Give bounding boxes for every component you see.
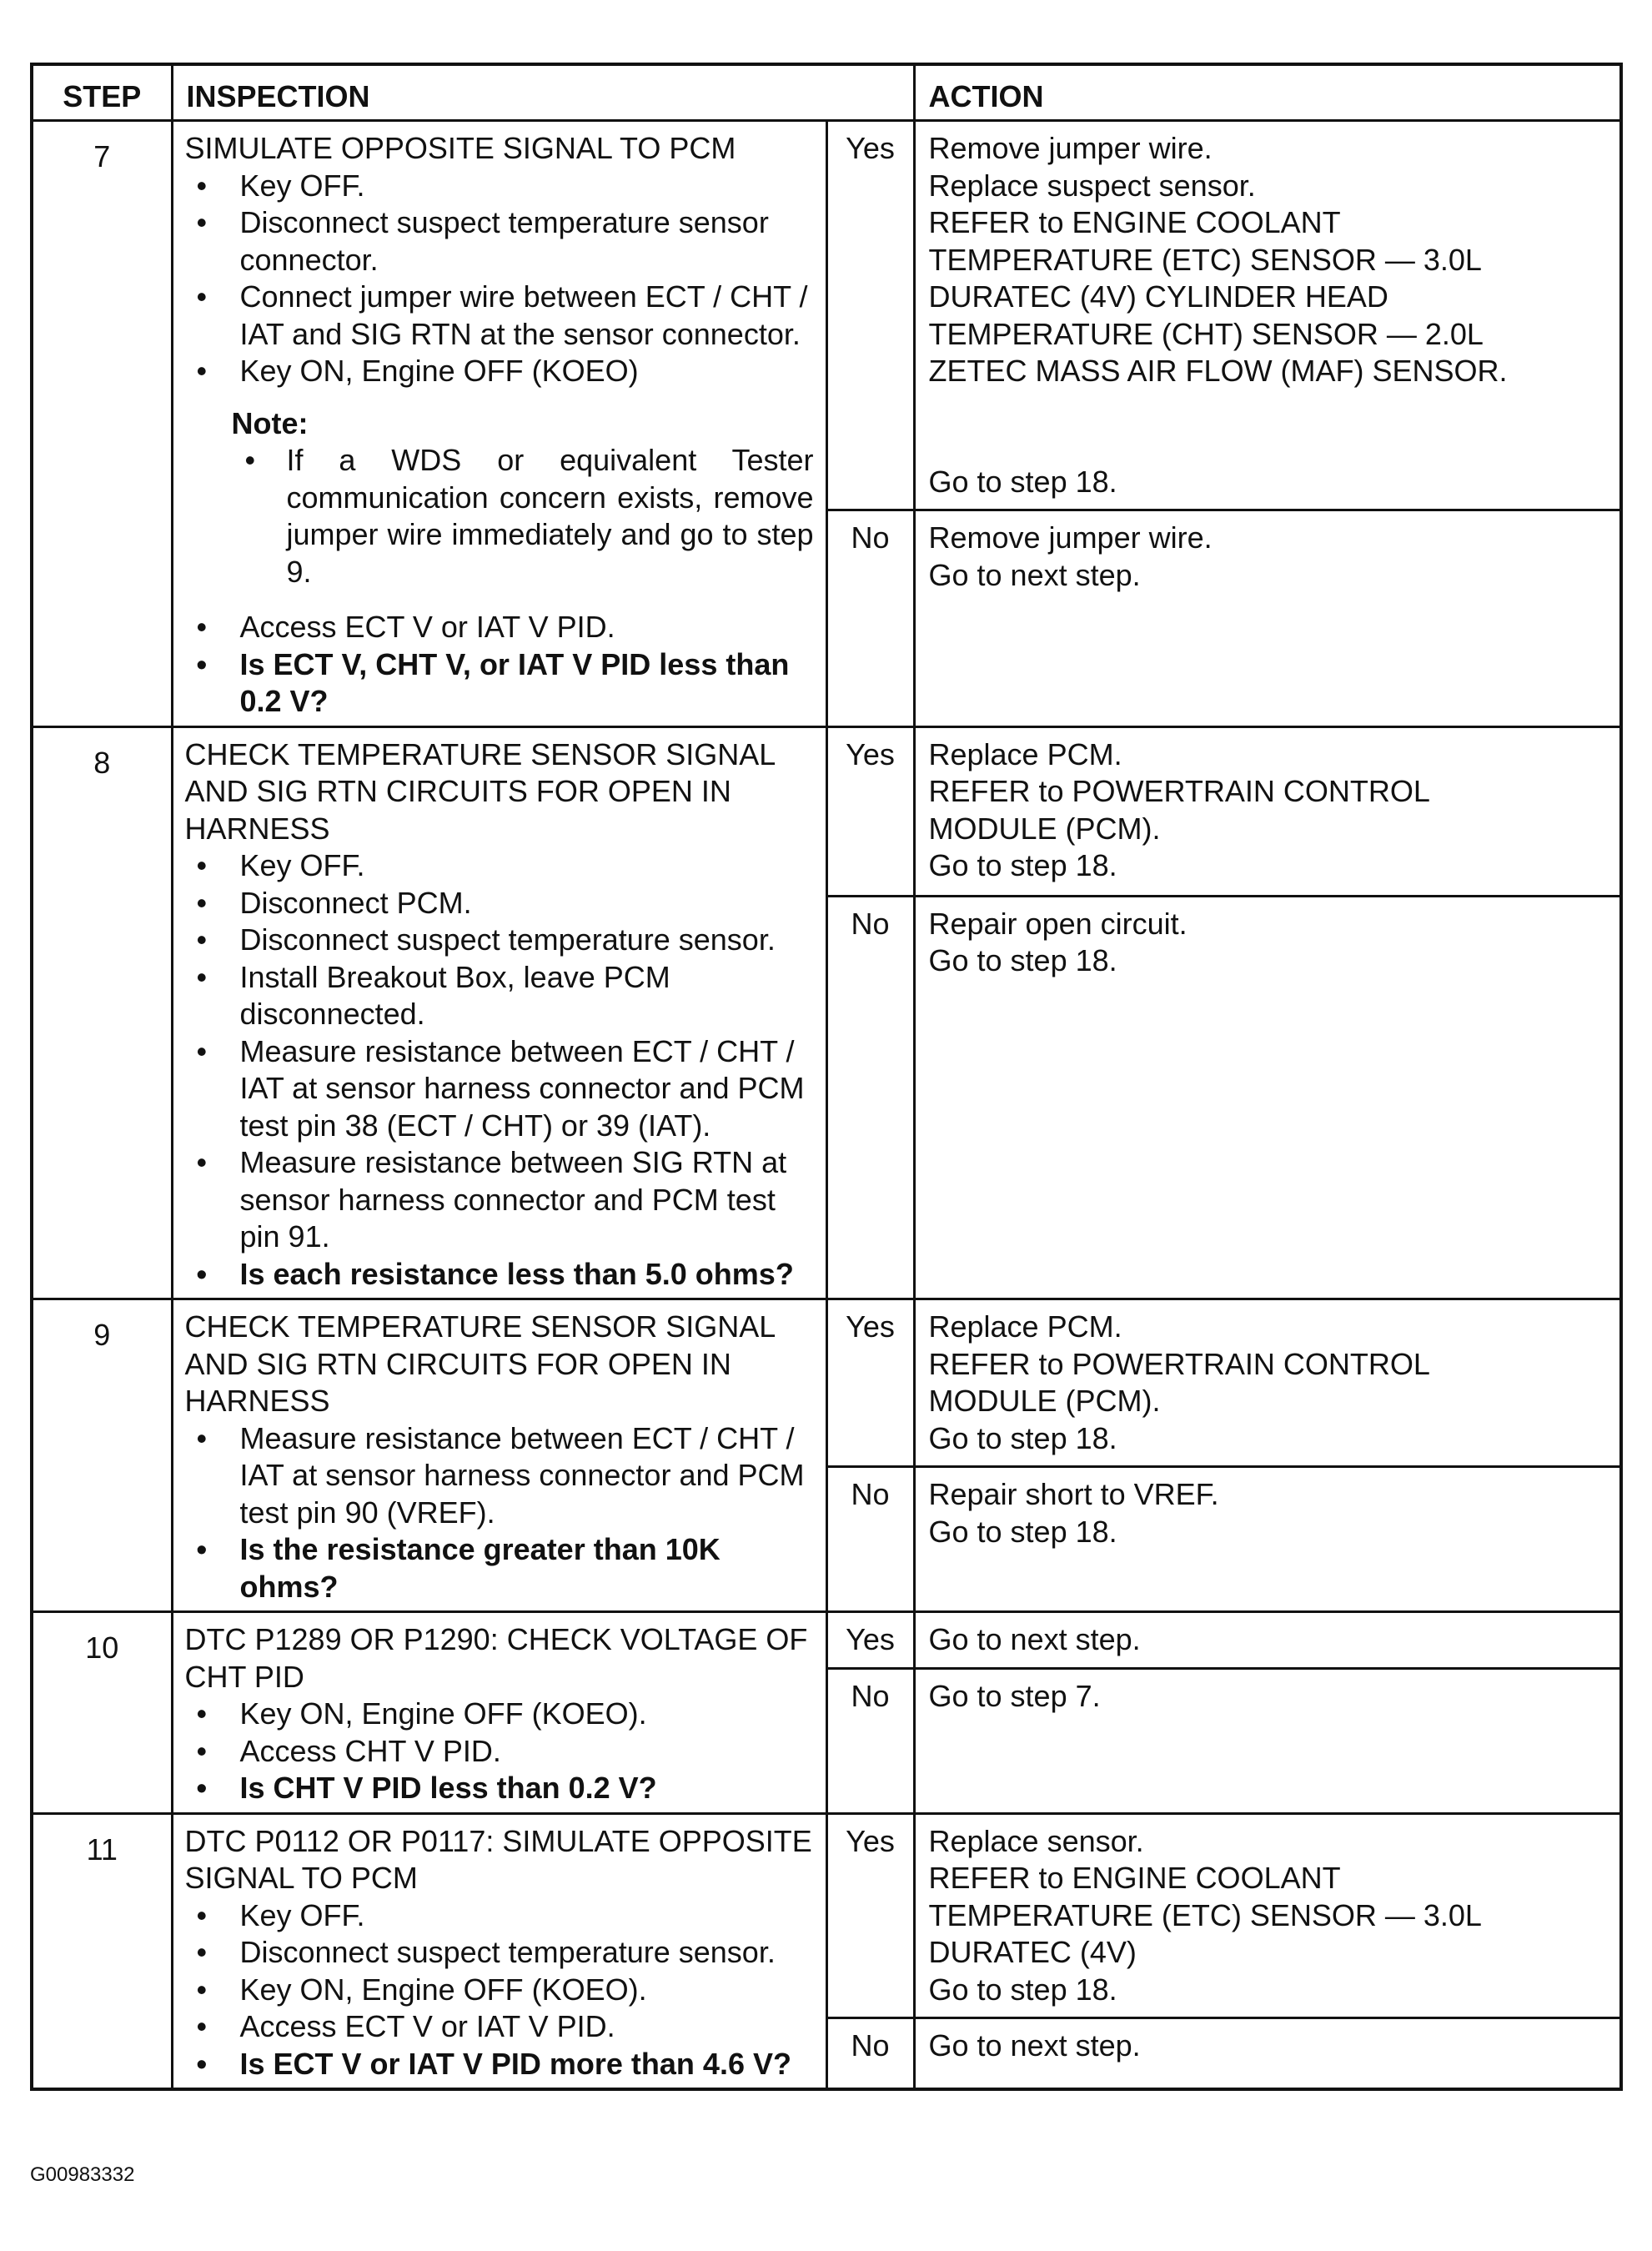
- yes-action-cell: [914, 1813, 1621, 2018]
- inspection-bullets: [185, 1696, 814, 1807]
- list-item: • Disconnect suspect temperature sensor connector.: [185, 204, 814, 279]
- inspection-title: DTC P0112 OR P0117: SIMULATE OPPOSITE SIGNAL TO PCM: [184, 1823, 812, 1895]
- no-label: No: [851, 1678, 890, 1713]
- no-cell: [826, 510, 914, 727]
- pinpoint-test-table: [30, 63, 1623, 2091]
- action-line: TEMPERATURE (CHT) SENSOR — 2.0L: [928, 316, 1484, 351]
- action-line: Go to next step.: [928, 557, 1141, 592]
- action-line: ZETEC MASS AIR FLOW (MAF) SENSOR.: [928, 354, 1508, 388]
- list-item: • Disconnect suspect temperature sensor.: [185, 1934, 814, 1972]
- inspection-bullets: [185, 168, 814, 390]
- no-cell: [826, 1668, 914, 1813]
- list-item: • Key ON, Engine OFF (KOEO).: [185, 1696, 814, 1733]
- inspection-bullets: [185, 609, 814, 721]
- no-label: No: [851, 2028, 890, 2063]
- no-label: No: [851, 906, 890, 941]
- inspection-title: DTC P1289 OR P1290: CHECK VOLTAGE OF CHT PID: [184, 1622, 808, 1694]
- step-number: 8: [93, 745, 111, 780]
- yes-cell: [826, 121, 914, 510]
- inspection-cell: [172, 1299, 826, 1612]
- yes-action-cell: [914, 121, 1621, 510]
- no-action-cell: [914, 2018, 1621, 2090]
- inspection-title: CHECK TEMPERATURE SENSOR SIGNAL AND SIG RTN CIRCUITS FOR OPEN IN HARNESS: [184, 736, 775, 846]
- no-cell: [826, 896, 914, 1299]
- no-action-cell: [914, 510, 1621, 727]
- inspection-cell: [172, 1813, 826, 2089]
- table-row: [32, 1813, 1621, 2018]
- yes-label: Yes: [846, 1622, 895, 1656]
- inspection-bullets: [185, 1897, 814, 2083]
- action-line: MODULE (PCM).: [928, 1384, 1161, 1418]
- action-line: DURATEC (4V) CYLINDER HEAD: [928, 279, 1388, 314]
- inspection-question: • Is each resistance less than 5.0 ohms?: [185, 1256, 814, 1294]
- step-number: 9: [93, 1318, 111, 1352]
- action-line: REFER to ENGINE COOLANT: [928, 1861, 1341, 1895]
- action-line: REFER to POWERTRAIN CONTROL: [928, 774, 1430, 808]
- yes-action-cell: [914, 1612, 1621, 1669]
- no-action-cell: [914, 1467, 1621, 1612]
- note-title: Note:: [231, 405, 309, 440]
- list-item: • Install Breakout Box, leave PCM disconnected.: [185, 959, 814, 1033]
- yes-cell: [826, 1299, 914, 1467]
- action-line: Go to step 18.: [928, 1514, 1117, 1549]
- inspection-title: CHECK TEMPERATURE SENSOR SIGNAL AND SIG RTN CIRCUITS FOR OPEN IN HARNESS: [184, 1309, 775, 1418]
- action-line: Go to next step.: [928, 1622, 1141, 1656]
- inspection-title: SIMULATE OPPOSITE SIGNAL TO PCM: [184, 131, 736, 165]
- step-number-cell: [32, 726, 172, 1299]
- step-number-cell: [32, 1299, 172, 1612]
- list-item: • Key ON, Engine OFF (KOEO): [185, 353, 814, 390]
- inspection-question: • Is ECT V or IAT V PID more than 4.6 V?: [185, 2046, 814, 2083]
- action-line: Go to step 18.: [928, 1972, 1117, 2007]
- action-line: Remove jumper wire.: [928, 520, 1213, 555]
- list-item: • Disconnect suspect temperature sensor.: [185, 922, 814, 959]
- action-line: Go to step 7.: [928, 1678, 1101, 1713]
- step-number-cell: [32, 121, 172, 727]
- yes-cell: [826, 726, 914, 896]
- yes-label: Yes: [846, 1309, 895, 1344]
- list-item: • Access ECT V or IAT V PID.: [185, 2008, 814, 2046]
- inspection-question: • Is CHT V PID less than 0.2 V?: [185, 1770, 814, 1807]
- action-line: Go to next step.: [928, 2028, 1141, 2063]
- list-item: • Access CHT V PID.: [185, 1733, 814, 1771]
- action-line: Replace suspect sensor.: [928, 168, 1256, 203]
- table-row: [32, 726, 1621, 896]
- step-column-header: STEP: [32, 64, 172, 121]
- yes-cell: [826, 1813, 914, 2018]
- list-item: • Key ON, Engine OFF (KOEO).: [185, 1972, 814, 2009]
- no-action-cell: [914, 1668, 1621, 1813]
- list-item: • Connect jumper wire between ECT / CHT / IAT and SIG RTN at the sensor connector.: [185, 279, 814, 353]
- list-item: • Measure resistance between SIG RTN at sensor harness connector and PCM test pin 91.: [185, 1144, 814, 1256]
- no-label: No: [851, 520, 890, 555]
- inspection-cell: [172, 1612, 826, 1814]
- action-line: Go to step 18.: [928, 848, 1117, 882]
- note-block: [232, 405, 814, 591]
- table-header-row: [32, 64, 1621, 121]
- step-number: 7: [93, 139, 111, 173]
- inspection-bullets: [185, 847, 814, 1293]
- table-row: [32, 121, 1621, 510]
- action-line: Repair short to VREF.: [928, 1477, 1219, 1511]
- step-number: 10: [85, 1630, 119, 1665]
- step-number-cell: [32, 1612, 172, 1814]
- yes-label: Yes: [846, 736, 895, 771]
- diagnostic-procedure-sheet: [30, 63, 1619, 2091]
- step-number-cell: [32, 1813, 172, 2089]
- list-item: • Key OFF.: [185, 168, 814, 205]
- no-action-cell: [914, 896, 1621, 1299]
- action-line: Repair open circuit.: [928, 906, 1188, 941]
- action-line: Go to step 18.: [928, 1420, 1117, 1455]
- list-item: • Measure resistance between ECT / CHT / IAT at sensor harness connector and PCM test pin 90 (VREF).: [185, 1420, 814, 1532]
- action-line: TEMPERATURE (ETC) SENSOR — 3.0L: [928, 1897, 1482, 1932]
- action-line: REFER to ENGINE COOLANT: [928, 205, 1341, 239]
- list-item: • Disconnect PCM.: [185, 885, 814, 922]
- list-item: • Key OFF.: [185, 847, 814, 885]
- no-cell: [826, 2018, 914, 2090]
- table-row: [32, 1612, 1621, 1669]
- inspection-cell: [172, 726, 826, 1299]
- action-line: Replace PCM.: [928, 736, 1122, 771]
- action-line: Remove jumper wire.: [928, 131, 1213, 165]
- yes-action-cell: [914, 726, 1621, 896]
- inspection-question: • Is ECT V, CHT V, or IAT V PID less than 0.2 V?: [185, 646, 814, 721]
- yes-label: Yes: [846, 1823, 895, 1858]
- yes-cell: [826, 1612, 914, 1669]
- list-item: • Access ECT V or IAT V PID.: [185, 609, 814, 646]
- figure-id: G00983332: [30, 2163, 135, 2186]
- yes-action-cell: [914, 1299, 1621, 1467]
- note-text: • If a WDS or equivalent Tester communication concern exists, remove jumper wire immediately and go to step 9.: [232, 442, 814, 590]
- action-line: TEMPERATURE (ETC) SENSOR — 3.0L: [928, 242, 1482, 277]
- yes-label: Yes: [846, 131, 895, 165]
- list-item: • Key OFF.: [185, 1897, 814, 1935]
- action-line: REFER to POWERTRAIN CONTROL: [928, 1346, 1430, 1381]
- list-item: • Measure resistance between ECT / CHT / IAT at sensor harness connector and PCM test pin 38 (ECT / CHT) or 39 (IAT).: [185, 1033, 814, 1145]
- inspection-question: • Is the resistance greater than 10K ohms?: [185, 1531, 814, 1605]
- inspection-bullets: [185, 1420, 814, 1606]
- action-line: MODULE (PCM).: [928, 811, 1161, 846]
- inspection-column-header: INSPECTION: [172, 64, 914, 121]
- action-line: Replace sensor.: [928, 1823, 1144, 1858]
- action-column-header: ACTION: [914, 64, 1621, 121]
- no-cell: [826, 1467, 914, 1612]
- no-label: No: [851, 1477, 890, 1511]
- action-line: Replace PCM.: [928, 1309, 1122, 1344]
- action-line: Go to step 18.: [928, 464, 1117, 499]
- action-line: DURATEC (4V): [928, 1935, 1137, 1969]
- table-row: [32, 1299, 1621, 1467]
- inspection-cell: [172, 121, 826, 727]
- action-line: Go to step 18.: [928, 943, 1117, 977]
- step-number: 11: [86, 1831, 118, 1867]
